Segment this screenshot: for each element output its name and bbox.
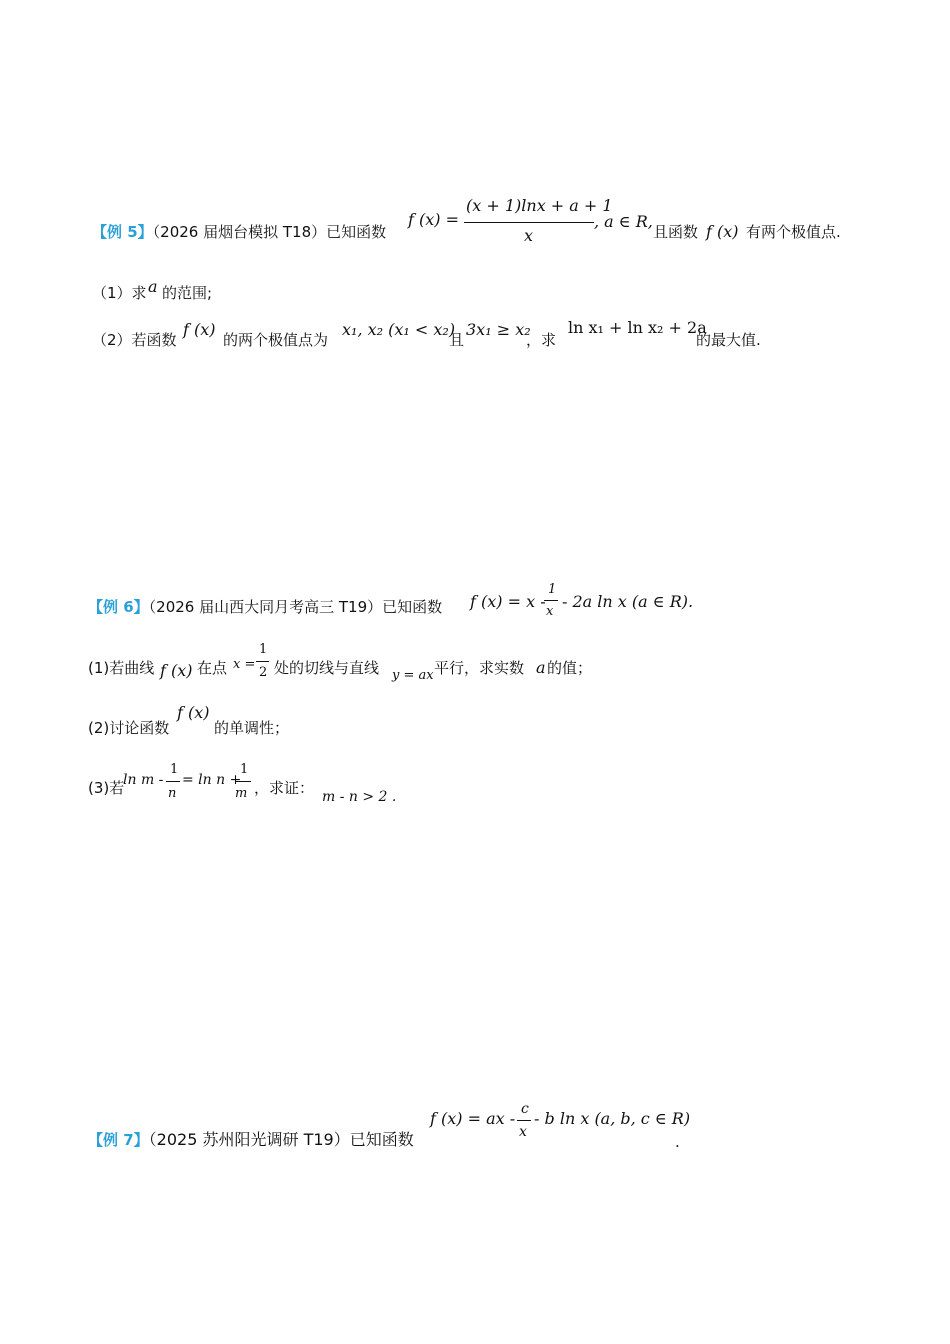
ex6-q1-frac-den: 2: [259, 665, 268, 680]
ex6-q3-f2-den: m: [235, 786, 248, 801]
ex7-source: （2025 苏州阳光调研 T19）已知函数: [148, 1130, 414, 1149]
ex6-tag: 【例 6】: [88, 598, 149, 616]
ex7-frac-bar: [517, 1120, 531, 1121]
ex6-frac-bar: [544, 600, 558, 601]
ex6-source: （2026 届山西大同月考高三 T19）已知函数: [148, 598, 443, 616]
ex5-q2-expression: ln x₁ + ln x₂ + 2a: [568, 318, 707, 337]
ex5-q1-var: a: [148, 277, 158, 296]
ex6-q3-f2-num: 1: [240, 762, 249, 777]
ex5-q2-label: （2）若函数: [92, 331, 177, 349]
ex6-q3-mid: = ln n +: [182, 772, 242, 788]
ex7-fx: f (x) = ax -: [430, 1109, 516, 1128]
ex5-q2-end: 的最大值.: [696, 331, 761, 349]
ex6-q1-e: 的值；: [547, 659, 593, 677]
ex6-frac-num: 1: [548, 582, 557, 597]
ex6-q1-fx: f (x): [160, 661, 193, 680]
ex6-q3-f1-bar: [166, 781, 180, 782]
ex6-q1-a: (1)若曲线: [88, 659, 155, 677]
ex5-q1-text: 的范围;: [162, 284, 213, 302]
ex7-frac-num: c: [521, 1101, 529, 1117]
ex7-end: .: [675, 1133, 680, 1151]
ex6-q1-d: 平行，求实数: [434, 659, 525, 677]
ex5-numerator: (x + 1)lnx + a + 1: [466, 196, 613, 215]
ex5-q2-text1: 的两个极值点为: [223, 331, 329, 349]
ex5-q1-label: （1）求: [92, 284, 147, 302]
ex6-q1-a-var: a: [536, 658, 546, 677]
ex6-q3-b: ，求证：: [254, 779, 315, 797]
ex5-tag: 【例 5】: [92, 223, 153, 241]
ex6-frac-den: x: [546, 604, 554, 619]
ex6-q3-f1-den: n: [168, 786, 177, 801]
ex5-q2-comma: ，求: [526, 331, 557, 349]
ex5-q2-condition: 3x₁ ≥ x₂: [466, 320, 531, 339]
ex7-tag: 【例 7】: [88, 1131, 149, 1149]
ex5-tail-end: 有两个极值点.: [746, 223, 841, 241]
ex6-fx: f (x) = x -: [470, 592, 546, 611]
ex6-q1-line: y = ax: [392, 668, 434, 683]
ex6-q2-b: 的单调性；: [214, 719, 290, 737]
ex5-fraction-bar: [464, 222, 594, 223]
ex7-heading: [88, 1130, 414, 1150]
ex7-frac-den: x: [519, 1124, 527, 1140]
ex5-tail-fx: f (x): [706, 222, 739, 241]
ex6-q3-lhs: ln m -: [123, 772, 164, 788]
ex5-q2-points: x₁, x₂ (x₁ < x₂): [342, 320, 456, 339]
ex6-q1-c: 处的切线与直线: [274, 659, 380, 677]
ex5-q2-and: 且: [449, 331, 465, 349]
ex6-q1-b: 在点: [197, 659, 228, 677]
ex6-q2-a: (2)讨论函数: [88, 719, 170, 737]
ex6-q3-goal: m - n > 2 .: [322, 789, 397, 805]
ex6-q1-frac-num: 1: [259, 642, 268, 657]
ex5-tail-text: 且函数: [653, 223, 699, 241]
ex5-q2-fx: f (x): [183, 320, 216, 339]
ex5-fx: f (x) =: [408, 210, 460, 229]
ex6-rest: - 2a ln x (a ∈ R).: [562, 592, 694, 611]
ex6-q3-f2-bar: [235, 781, 251, 782]
ex6-q3-f1-num: 1: [170, 762, 179, 777]
ex6-q1-x: x =: [233, 657, 256, 672]
ex6-q1-frac-bar: [256, 661, 269, 662]
ex5-question-1: [92, 283, 147, 303]
ex5-source: （2026 届烟台模拟 T18）已知函数: [152, 223, 387, 241]
ex6-heading: [88, 597, 442, 617]
ex5-denominator: x: [524, 226, 534, 245]
ex5-heading: [92, 222, 386, 242]
ex5-domain: , a ∈ R,: [594, 212, 653, 231]
ex6-q2-fx: f (x): [177, 703, 210, 722]
ex6-q3-a: (3)若: [88, 779, 125, 797]
ex7-rest: - b ln x (a, b, c ∈ R): [534, 1109, 691, 1128]
